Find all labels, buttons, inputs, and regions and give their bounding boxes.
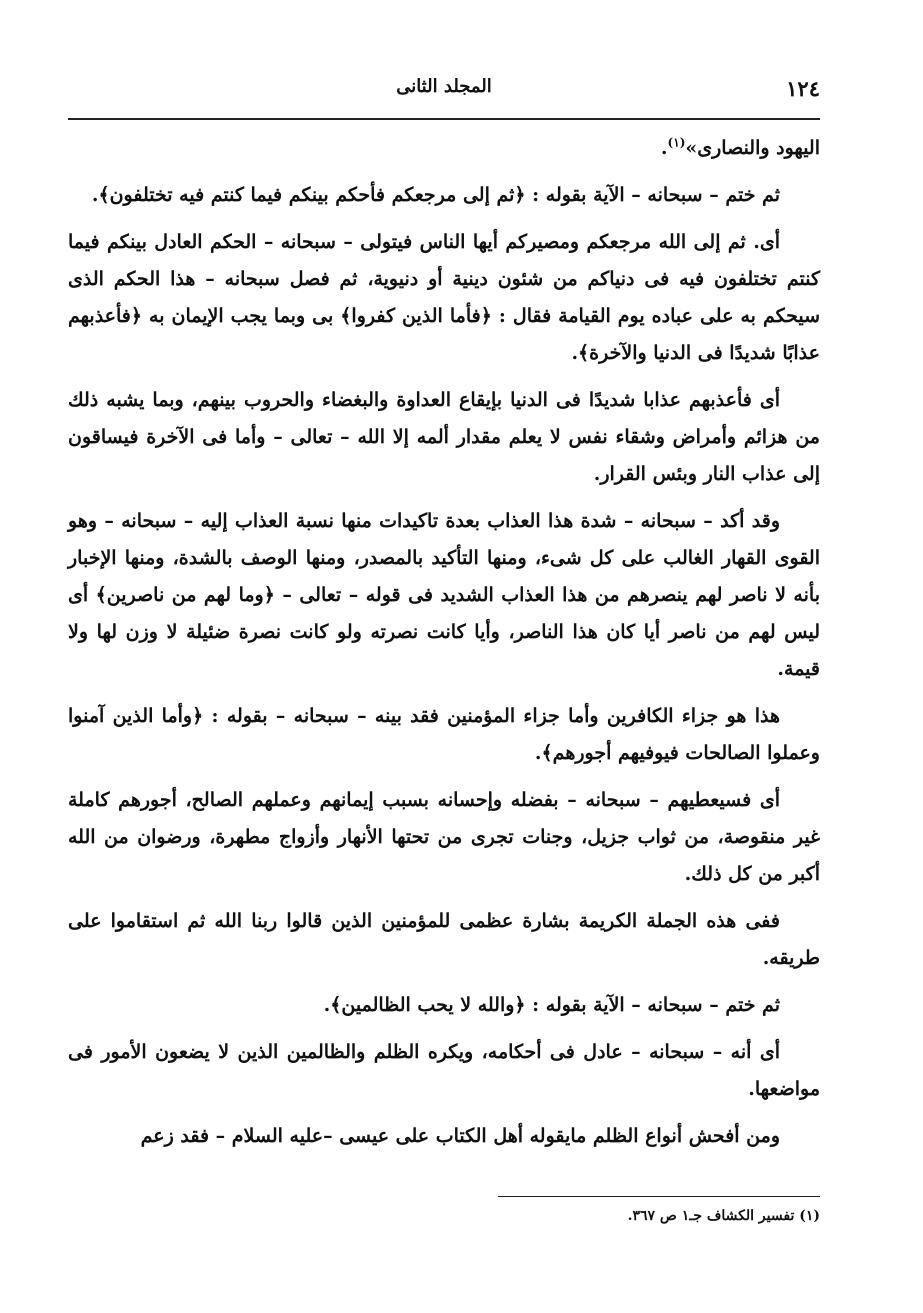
paragraph: أى. ثم إلى الله مرجعكم ومصيركم أيها الناس فيتولى – سبحانه – الحكم العادل بينكم فيما كنتم تختلفون فيه فى دنياكم من شئون دينية أو دنيوية، ثم فصل سبحانه – هذا الحكم الذى سيحكم به على عباده يوم القيامة فقال : ﴿فأما الذين كفروا﴾ بى وبما يجب الإيمان به ﴿فأعذبهم عذابًا شديدًا فى الدنيا والآخرة﴾.	[68, 231, 820, 364]
paragraph: ثم ختم – سبحانه – الآية بقوله : ﴿والله لا يحب الظالمين﴾.	[323, 994, 780, 1016]
page-number: ١٢٤	[786, 76, 820, 101]
header-divider	[68, 118, 820, 120]
volume-title: المجلد الثانى	[396, 76, 492, 97]
paragraph	[68, 130, 820, 167]
paragraph: وقد أكد – سبحانه – شدة هذا العذاب بعدة تاكيدات منها نسبة العذاب إليه – سبحانه – وهو القوى القهار الغالب على كل شىء، ومنها التأكيد بالمصدر، ومنها الوصف بالشدة، ومنها الإخبار بأنه لا ناصر لهم ينصرهم من هذا العذاب الشديد فى قوله – تعالى – ﴿وما لهم من ناصرين﴾ أى ليس لهم من ناصر أيا كان هذا الناصر، وأيا كانت نصرته ولو كانت نصرة ضئيلة لا وزن لها ولا قيمة.	[68, 510, 820, 680]
paragraph: ففى هذه الجملة الكريمة بشارة عظمى للمؤمنين الذين قالوا ربنا الله ثم استقاموا على طريقه.	[68, 910, 820, 969]
paragraph: أى فسيعطيهم – سبحانه – بفضله وإحسانه بسبب إيمانهم وعملهم الصالح، أجورهم كاملة غير منقوصة، من ثواب جزيل، وجنات تجرى من تحتها الأنهار وأزواج مطهرة، ورضوان من الله أكبر من كل ذلك.	[68, 789, 820, 885]
paragraph: ثم ختم – سبحانه – الآية بقوله : ﴿ثم إلى مرجعكم فأحكم بينكم فيما كنتم فيه تختلفون﴾.	[91, 184, 780, 206]
book-page	[68, 0, 820, 1313]
paragraph-tail: .	[660, 137, 668, 159]
paragraph: ومن أفحش أنواع الظلم مايقوله أهل الكتاب على عيسى –عليه السلام – فقد زعم	[140, 1125, 780, 1147]
page-header	[68, 70, 820, 110]
body-text	[68, 130, 820, 1165]
paragraph: أى فأعذبهم عذابا شديدًا فى الدنيا بإيقاع العداوة والبغضاء والحروب بينهم، وبما يشبه ذلك من هزائم وأمراض وشقاء نفس لا يعلم مقدار ألمه إلا الله – تعالى – وأما فى الآخرة فيساقون إلى عذاب النار وبئس القرار.	[68, 389, 820, 485]
paragraph-text: اليهود والنصارى»	[685, 137, 820, 159]
footnote: (١) تفسير الكشاف جـ١ ص ٣٦٧.	[627, 1208, 820, 1224]
paragraph: أى أنه – سبحانه – عادل فى أحكامه، ويكره الظلم والظالمين الذين لا يضعون الأمور فى مواضعها.	[68, 1041, 820, 1100]
paragraph: هذا هو جزاء الكافرين وأما جزاء المؤمنين فقد بينه – سبحانه – بقوله : ﴿وأما الذين آمنوا وعملوا الصالحات فيوفيهم أجورهم﴾.	[68, 705, 820, 764]
footnote-divider	[498, 1196, 820, 1197]
footnote-reference: (١)	[667, 135, 686, 150]
